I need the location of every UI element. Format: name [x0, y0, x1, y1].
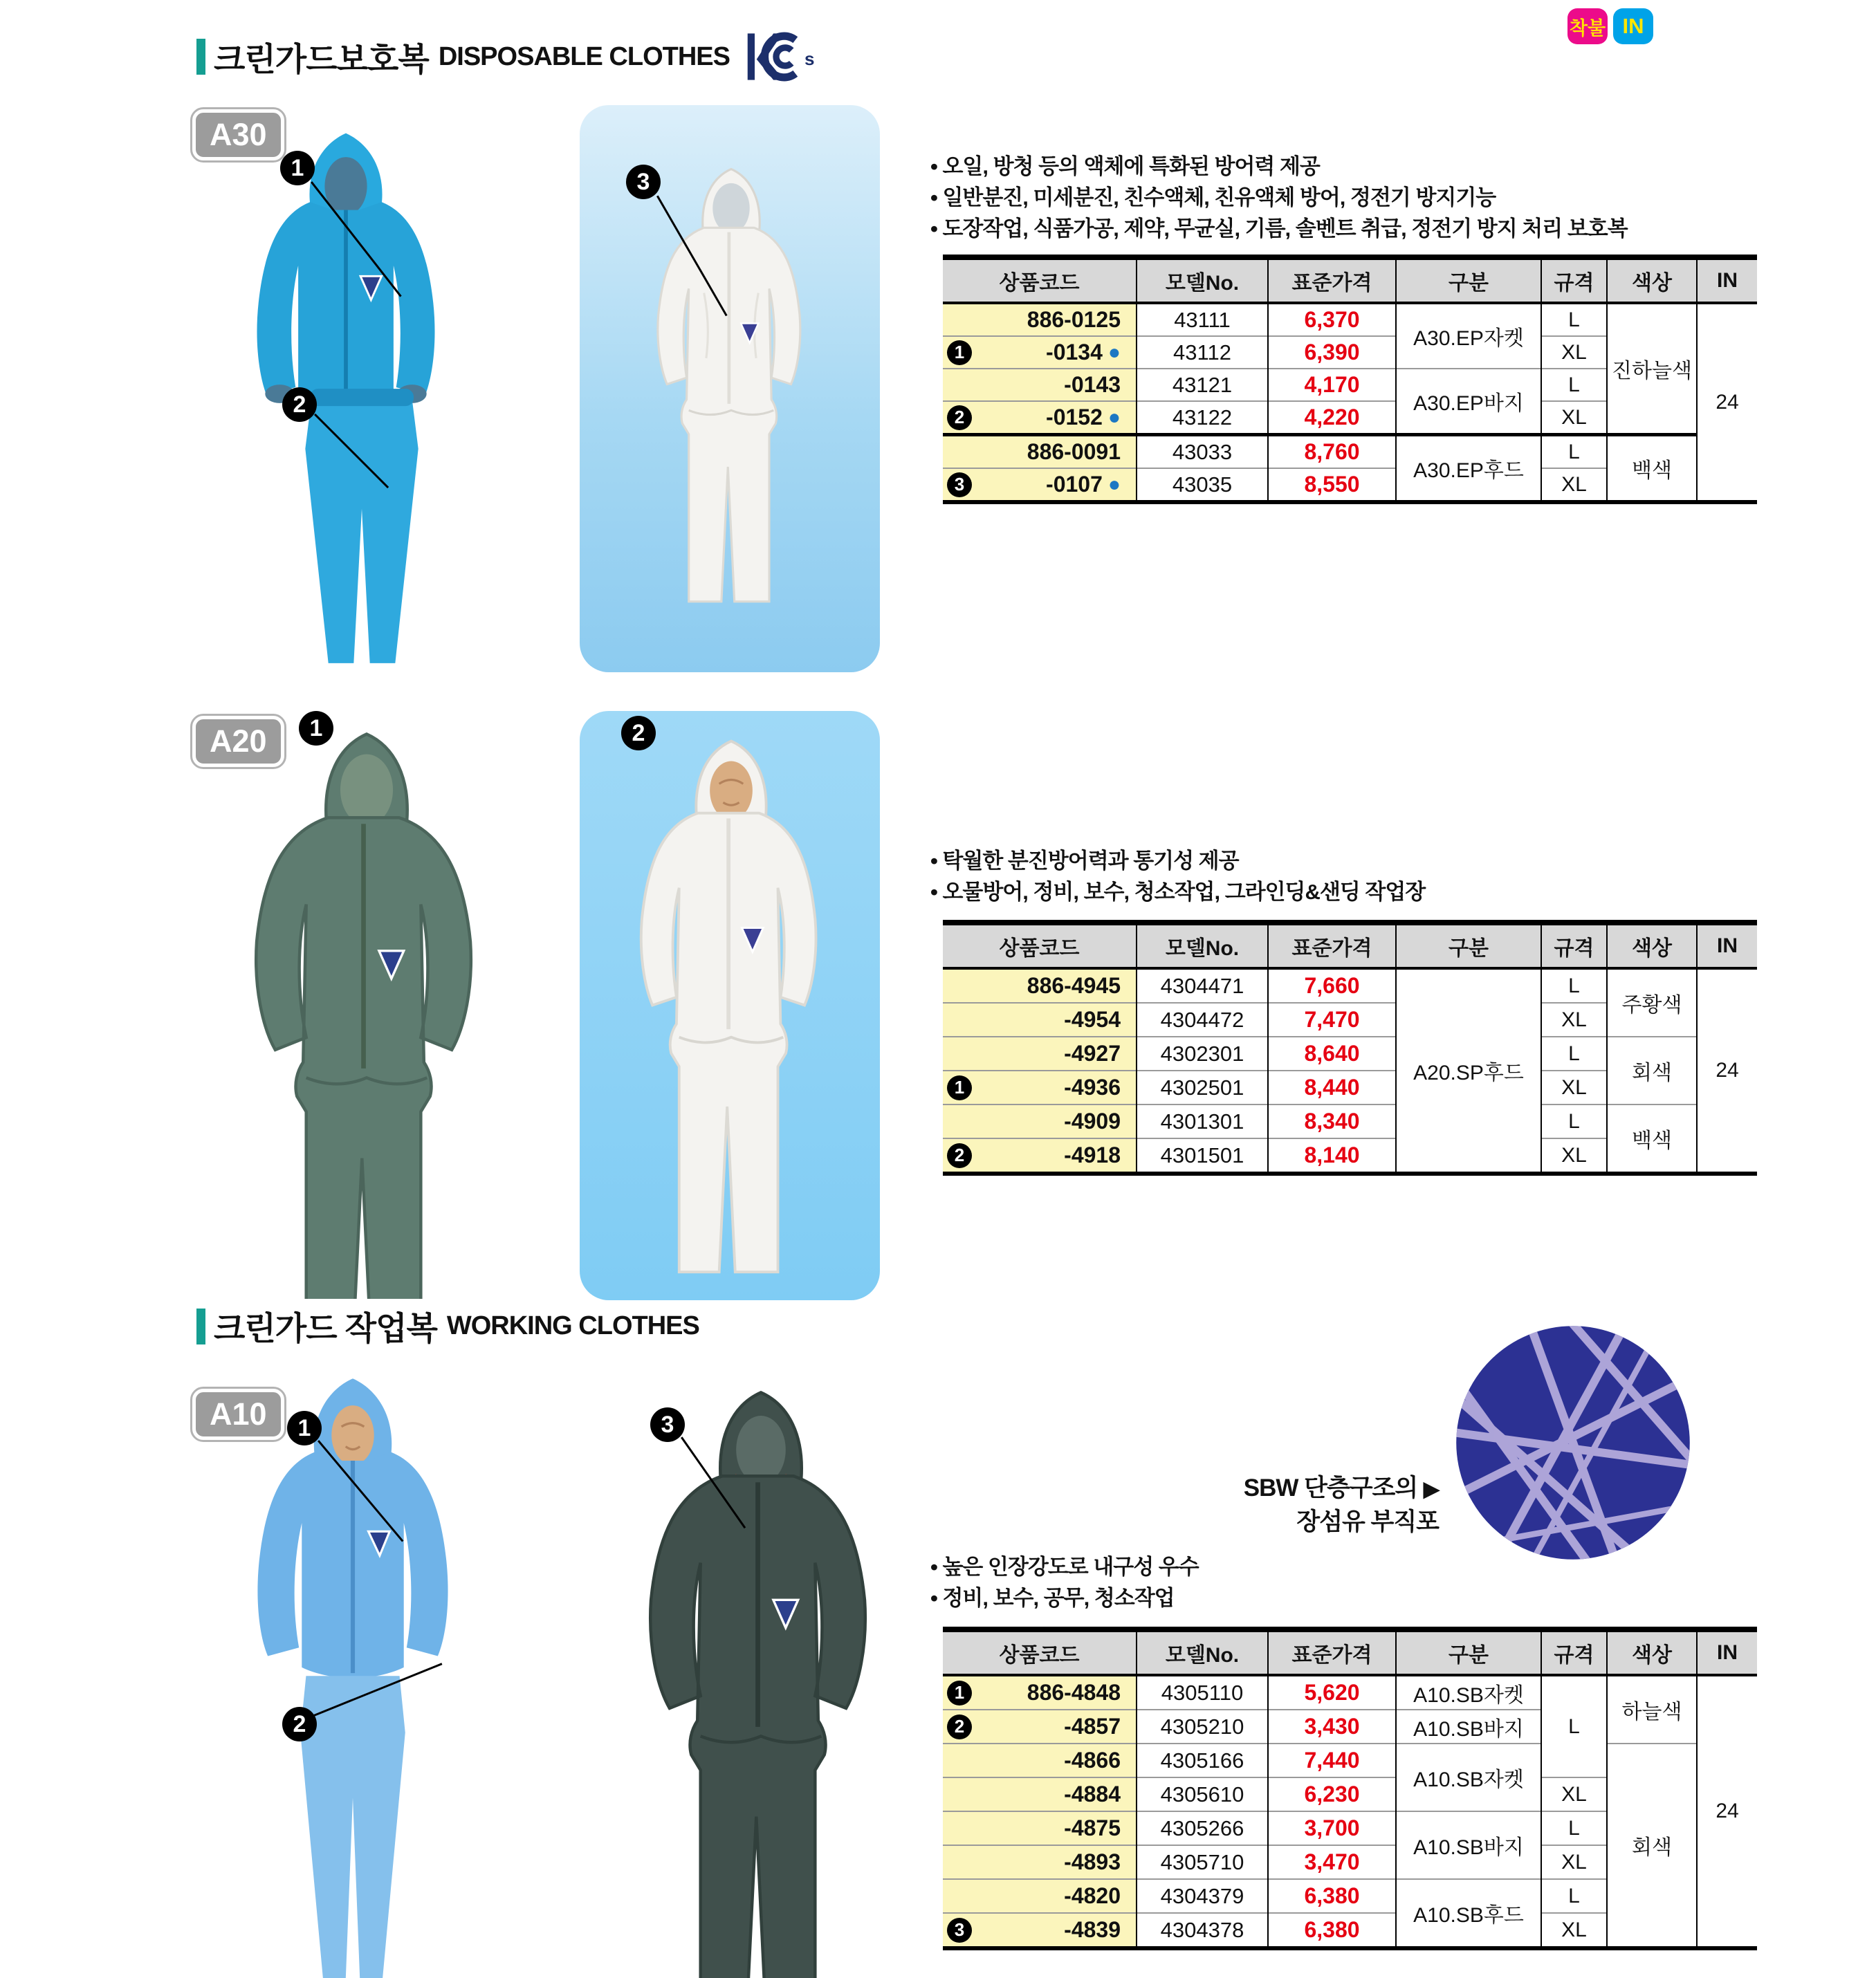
a10-bullets — [930, 1551, 1199, 1614]
table-row — [943, 303, 1757, 336]
marker-1-a20 — [299, 711, 333, 746]
price: 7,440 — [1268, 1744, 1396, 1777]
price: 6,380 — [1268, 1913, 1396, 1948]
stock: 24 — [1697, 1675, 1757, 1948]
col-color: 색상 — [1607, 257, 1697, 303]
marker-3-a10 — [650, 1407, 685, 1442]
category: A20.SP후드 — [1396, 968, 1541, 1174]
marker-number: 1 — [287, 1411, 322, 1445]
product-code: 1 -4936 — [943, 1071, 1137, 1104]
bullet-item: • 오물방어, 정비, 보수, 청소작업, 그라인딩&샌딩 작업장 — [930, 876, 1425, 907]
a30-badge: A30 — [192, 109, 284, 160]
size: XL — [1541, 1003, 1607, 1037]
size: L — [1541, 303, 1607, 336]
product-code: 2 -4857 — [943, 1710, 1137, 1744]
color: 회색 — [1607, 1744, 1697, 1948]
a20-white-coverall-image — [624, 733, 838, 1293]
model-no: 4305166 — [1137, 1744, 1268, 1777]
price: 8,440 — [1268, 1071, 1396, 1104]
row-marker-1: 1 — [947, 340, 972, 365]
size: L — [1541, 435, 1607, 469]
col-category: 구분 — [1396, 923, 1541, 968]
fabric-caption-line1: SBW 단층구조의 — [1243, 1475, 1418, 1501]
product-code: -4820 — [943, 1879, 1137, 1913]
section-title-ko: 크린가드보호복 — [214, 40, 429, 77]
model-no: 4304378 — [1137, 1913, 1268, 1948]
marker-2-a30 — [282, 387, 317, 422]
size: XL — [1541, 1138, 1607, 1174]
col-category: 구분 — [1396, 1629, 1541, 1675]
price: 4,220 — [1268, 401, 1396, 435]
col-color: 색상 — [1607, 1629, 1697, 1675]
product-code: -4893 — [943, 1845, 1137, 1879]
model-no: 43122 — [1137, 401, 1268, 435]
a10-product-table — [943, 1627, 1757, 1950]
row-marker-3: 3 — [947, 472, 972, 497]
a20-product-table — [943, 920, 1757, 1176]
model-no: 4301301 — [1137, 1104, 1268, 1138]
section-title-ko: 크린가드 작업복 — [214, 1310, 437, 1347]
table-header-row — [943, 923, 1757, 968]
price: 4,170 — [1268, 369, 1396, 401]
product-code: 886-4945 — [943, 968, 1137, 1003]
table-header-row — [943, 1629, 1757, 1675]
arrow-right-icon: ▶ — [1423, 1478, 1439, 1501]
price: 6,380 — [1268, 1879, 1396, 1913]
price: 8,640 — [1268, 1037, 1396, 1071]
row-marker-1: 1 — [947, 1681, 972, 1706]
kc-s-label: s — [804, 48, 815, 69]
fabric-caption-line2: 장섬유 부직포 — [1296, 1508, 1439, 1535]
model-no: 43035 — [1137, 468, 1268, 502]
title-accent-bar — [196, 1309, 205, 1344]
marker-number: 1 — [299, 711, 333, 746]
size: XL — [1541, 1071, 1607, 1104]
model-no: 43033 — [1137, 435, 1268, 469]
blue-dot-icon: ● — [1107, 406, 1121, 429]
model-no: 4305266 — [1137, 1811, 1268, 1845]
col-stock: IN — [1697, 257, 1757, 303]
section-title-working — [196, 1303, 699, 1349]
col-stock: IN — [1697, 923, 1757, 968]
size: L — [1541, 1675, 1607, 1777]
table-row — [943, 1675, 1757, 1710]
a30-pants-image — [275, 382, 448, 672]
col-model: 모델No. — [1137, 1629, 1268, 1675]
product-code: 3 -4839 — [943, 1913, 1137, 1948]
model-no: 4304471 — [1137, 968, 1268, 1003]
model-no: 43111 — [1137, 303, 1268, 336]
stock: 24 — [1697, 968, 1757, 1174]
marker-number: 2 — [282, 1707, 317, 1741]
marker-2-a20 — [621, 716, 656, 750]
category: A30.EP후드 — [1396, 435, 1541, 503]
product-code: 886-0125 — [943, 303, 1137, 336]
price: 3,430 — [1268, 1710, 1396, 1744]
marker-number: 3 — [650, 1407, 685, 1442]
model-no: 4305610 — [1137, 1777, 1268, 1811]
category: A10.SB자켓 — [1396, 1744, 1541, 1811]
marker-number: 1 — [280, 151, 315, 185]
col-code: 상품코드 — [943, 1629, 1137, 1675]
product-code: -4909 — [943, 1104, 1137, 1138]
marker-1-a10 — [287, 1411, 322, 1445]
col-size: 규격 — [1541, 257, 1607, 303]
a10-suit-image — [204, 1373, 502, 1978]
model-no: 4305110 — [1137, 1675, 1268, 1710]
product-code: -4884 — [943, 1777, 1137, 1811]
table-row — [943, 968, 1757, 1003]
col-price: 표준가격 — [1268, 923, 1396, 968]
a20-badge: A20 — [192, 716, 284, 767]
row-marker-2: 2 — [947, 1714, 972, 1739]
product-code: 2 -4918 — [943, 1138, 1137, 1174]
section-title-en: DISPOSABLE CLOTHES — [438, 41, 730, 71]
product-code: 3 -0107 ● — [943, 468, 1137, 502]
price: 8,340 — [1268, 1104, 1396, 1138]
cod-badge: 착불 — [1567, 8, 1608, 44]
col-category: 구분 — [1396, 257, 1541, 303]
size: L — [1541, 1037, 1607, 1071]
product-code: 2 -0152 ● — [943, 401, 1137, 435]
model-no: 4304379 — [1137, 1879, 1268, 1913]
table-row — [943, 435, 1757, 469]
color: 주황색 — [1607, 968, 1697, 1037]
price: 6,390 — [1268, 336, 1396, 369]
size: XL — [1541, 401, 1607, 435]
product-code: 1 -0134 ● — [943, 336, 1137, 369]
col-code: 상품코드 — [943, 257, 1137, 303]
a10-badge: A10 — [192, 1389, 284, 1440]
price: 5,620 — [1268, 1675, 1396, 1710]
table-row — [943, 1037, 1757, 1071]
product-code: -4866 — [943, 1744, 1137, 1777]
table-row — [943, 1744, 1757, 1777]
price: 6,230 — [1268, 1777, 1396, 1811]
section-title-disposable — [196, 30, 814, 83]
model-no: 4305210 — [1137, 1710, 1268, 1744]
bullet-item: • 탁월한 분진방어력과 통기성 제공 — [930, 845, 1425, 876]
model-no: 4302301 — [1137, 1037, 1268, 1071]
color: 하늘색 — [1607, 1675, 1697, 1744]
product-code: -4875 — [943, 1811, 1137, 1845]
col-model: 모델No. — [1137, 257, 1268, 303]
size: L — [1541, 968, 1607, 1003]
col-stock: IN — [1697, 1629, 1757, 1675]
blue-dot-icon: ● — [1107, 341, 1121, 364]
col-size: 규격 — [1541, 1629, 1607, 1675]
kc-certification-icon — [745, 30, 814, 83]
size: XL — [1541, 1845, 1607, 1879]
price: 8,550 — [1268, 468, 1396, 502]
row-marker-1: 1 — [947, 1075, 972, 1100]
a30-product-table — [943, 255, 1757, 504]
marker-2-a10 — [282, 1707, 317, 1741]
model-no: 4302501 — [1137, 1071, 1268, 1104]
marker-number: 2 — [621, 716, 656, 750]
top-badges — [1567, 8, 1653, 44]
a20-coverall-image — [204, 725, 529, 1299]
col-price: 표준가격 — [1268, 1629, 1396, 1675]
col-color: 색상 — [1607, 923, 1697, 968]
stock: 24 — [1697, 303, 1757, 502]
category: A10.SB자켓 — [1396, 1675, 1541, 1710]
size: XL — [1541, 1913, 1607, 1948]
fabric-caption — [1107, 1472, 1439, 1538]
product-code: 1 886-4848 — [943, 1675, 1137, 1710]
blue-dot-icon: ● — [1107, 473, 1121, 496]
a30-coverall-image — [617, 118, 845, 664]
bullet-item: • 도장작업, 식품가공, 제약, 무균실, 기름, 솔벤트 취급, 정전기 방지 처리 보호복 — [930, 213, 1628, 244]
size: L — [1541, 1879, 1607, 1913]
size: L — [1541, 1104, 1607, 1138]
bullet-item: • 높은 인장강도로 내구성 우수 — [930, 1551, 1199, 1582]
marker-number: 3 — [626, 165, 661, 199]
price: 7,470 — [1268, 1003, 1396, 1037]
marker-number: 2 — [282, 387, 317, 422]
bullet-item: • 오일, 방청 등의 액체에 특화된 방어력 제공 — [930, 151, 1628, 182]
fabric-swatch-image — [1453, 1322, 1693, 1563]
row-marker-3: 3 — [947, 1918, 972, 1943]
col-code: 상품코드 — [943, 923, 1137, 968]
size: XL — [1541, 468, 1607, 502]
a30-bullets — [930, 151, 1628, 244]
row-marker-2: 2 — [947, 1143, 972, 1168]
row-marker-2: 2 — [947, 405, 972, 430]
a10-dark-coverall-image — [598, 1383, 923, 1978]
model-no: 4304472 — [1137, 1003, 1268, 1037]
product-code: -4954 — [943, 1003, 1137, 1037]
title-accent-bar — [196, 39, 205, 75]
color: 회색 — [1607, 1037, 1697, 1104]
price: 3,470 — [1268, 1845, 1396, 1879]
category: A10.SB바지 — [1396, 1811, 1541, 1879]
col-price: 표준가격 — [1268, 257, 1396, 303]
model-no: 43121 — [1137, 369, 1268, 401]
size: L — [1541, 369, 1607, 401]
color: 진하늘색 — [1607, 303, 1697, 435]
section-title-en: WORKING CLOTHES — [446, 1311, 699, 1340]
price: 3,700 — [1268, 1811, 1396, 1845]
size: XL — [1541, 1777, 1607, 1811]
category: A30.EP바지 — [1396, 369, 1541, 435]
product-code: -4927 — [943, 1037, 1137, 1071]
color: 백색 — [1607, 1104, 1697, 1174]
marker-3-a30 — [626, 165, 661, 199]
product-code: -0143 — [943, 369, 1137, 401]
table-header-row — [943, 257, 1757, 303]
size: XL — [1541, 336, 1607, 369]
price: 7,660 — [1268, 968, 1396, 1003]
price: 6,370 — [1268, 303, 1396, 336]
in-badge: IN — [1613, 8, 1653, 44]
a20-bullets — [930, 845, 1425, 907]
marker-1-a30 — [280, 151, 315, 185]
category: A10.SB후드 — [1396, 1879, 1541, 1948]
price: 8,760 — [1268, 435, 1396, 469]
col-size: 규격 — [1541, 923, 1607, 968]
col-model: 모델No. — [1137, 923, 1268, 968]
model-no: 4301501 — [1137, 1138, 1268, 1174]
model-no: 43112 — [1137, 336, 1268, 369]
product-code: 886-0091 — [943, 435, 1137, 469]
table-row — [943, 1104, 1757, 1138]
size: L — [1541, 1811, 1607, 1845]
color: 백색 — [1607, 435, 1697, 503]
model-no: 4305710 — [1137, 1845, 1268, 1879]
price: 8,140 — [1268, 1138, 1396, 1174]
category: A10.SB바지 — [1396, 1710, 1541, 1744]
category: A30.EP자켓 — [1396, 303, 1541, 369]
bullet-item: • 일반분진, 미세분진, 친수액체, 친유액체 방어, 정전기 방지기능 — [930, 182, 1628, 213]
bullet-item: • 정비, 보수, 공무, 청소작업 — [930, 1582, 1199, 1614]
